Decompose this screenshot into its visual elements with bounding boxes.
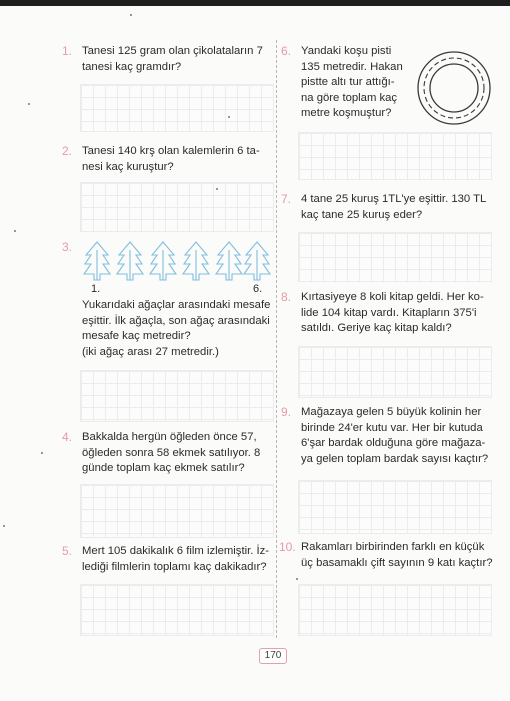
question-number: 10. — [279, 540, 296, 554]
answer-grid-4[interactable] — [80, 484, 274, 538]
scan-speck — [130, 14, 132, 16]
question-text-line: Yukarıdaki ağaçlar arasındaki mesafe — [82, 299, 271, 311]
question-text-line: na göre toplam kaç — [301, 91, 398, 104]
answer-grid-6[interactable] — [298, 132, 492, 180]
scan-speck — [28, 103, 30, 105]
question-number: 1. — [62, 44, 73, 58]
question-number: 7. — [281, 192, 292, 206]
question-text-line: nesi kaç kuruştur? — [82, 160, 174, 173]
tree-icon — [150, 242, 176, 280]
question-text-line: Mağazaya gelen 5 büyük kolinin her — [301, 406, 482, 418]
question-number: 4. — [62, 430, 73, 444]
question-text-line: metre koşmuştur? — [301, 107, 392, 119]
page-number: 170 — [259, 648, 287, 664]
tree-label-last: 6. — [253, 283, 263, 295]
question-text-line: Kırtasiyeye 8 koli kitap geldi. Her ko- — [301, 291, 484, 303]
question-text-line: satıldı. Geriye kaç kitap kaldı? — [301, 322, 452, 334]
question-text-line: Bakkalda hergün öğleden önce 57, — [82, 431, 257, 443]
running-track-illustration — [416, 50, 492, 126]
answer-grid-2[interactable] — [80, 182, 274, 232]
question-text-line: 135 metredir. Hakan — [301, 60, 403, 73]
question-text-line: tanesi kaç gramdır? — [82, 60, 182, 73]
question-text-line: öğleden sonra 58 ekmek satılıyor. 8 — [82, 446, 261, 459]
answer-grid-5[interactable] — [80, 584, 274, 636]
question-text-line: Tanesi 125 gram olan çikolataların 7 — [82, 45, 263, 57]
question-text-line: lide 104 kitap vardı. Kitapların 375'i — [301, 306, 477, 319]
question-number: 3. — [62, 240, 73, 254]
scan-speck — [41, 452, 43, 454]
question-number: 5. — [62, 544, 73, 558]
tree-icon — [183, 242, 209, 280]
question-number: 2. — [62, 144, 73, 158]
tree-icon — [84, 242, 110, 280]
question-text-line: 6'şar bardak olduğuna göre mağaza- — [301, 437, 486, 449]
question-text-line: Mert 105 dakikalık 6 film izlemiştir. İz- — [82, 545, 270, 557]
answer-grid-3[interactable] — [80, 370, 274, 422]
question-text-line: kaç tane 25 kuruş eder? — [301, 208, 423, 221]
answer-grid-10[interactable] — [298, 584, 492, 636]
answer-grid-9[interactable] — [298, 480, 492, 534]
question-text-line: lediği filmlerin toplamı kaç dakikadır? — [82, 560, 267, 573]
question-text-line: günde toplam kaç ekmek satılır? — [82, 462, 245, 474]
question-text-line: birinde 24'er kutu var. Her bir kutuda — [301, 421, 483, 434]
scan-speck — [296, 578, 298, 580]
column-divider — [276, 40, 277, 638]
scan-speck — [216, 188, 218, 190]
question-text-line: Yandaki koşu pisti — [301, 45, 392, 57]
trees-illustration — [83, 240, 273, 282]
question-text-line: pistte altı tur attığı- — [301, 76, 395, 88]
question-number: 9. — [281, 405, 292, 419]
question-text-line: Tanesi 140 krş olan kalemlerin 6 ta- — [82, 145, 260, 157]
tree-icon — [244, 242, 270, 280]
question-3 — [82, 298, 270, 360]
tree-icon — [216, 242, 242, 280]
question-text-line: 4 tane 25 kuruş 1TL'ye eşittir. 130 TL — [301, 193, 487, 205]
tree-icon — [117, 242, 143, 280]
question-text-line: üç basamaklı çift sayının 9 katı kaçtır? — [301, 556, 493, 569]
answer-grid-1[interactable] — [80, 84, 274, 132]
question-text-line: (iki ağaç arası 27 metredir.) — [82, 345, 219, 358]
question-number: 6. — [281, 44, 292, 58]
question-text-line: eşittir. İlk ağaçla, son ağaç arasındaki — [82, 314, 270, 327]
scan-speck — [3, 525, 5, 527]
top-scan-edge — [0, 0, 510, 6]
question-number: 8. — [281, 290, 292, 304]
question-text-line: Rakamları birbirinden farklı en küçük — [301, 541, 485, 553]
answer-grid-7[interactable] — [298, 232, 492, 282]
scan-speck — [228, 116, 230, 118]
answer-grid-8[interactable] — [298, 346, 492, 398]
tree-label-first: 1. — [91, 283, 101, 295]
scan-speck — [14, 230, 16, 232]
question-text-line: mesafe kaç metredir? — [82, 330, 191, 342]
question-text-line: ya gelen toplam bardak sayısı kaçtır? — [301, 452, 489, 465]
